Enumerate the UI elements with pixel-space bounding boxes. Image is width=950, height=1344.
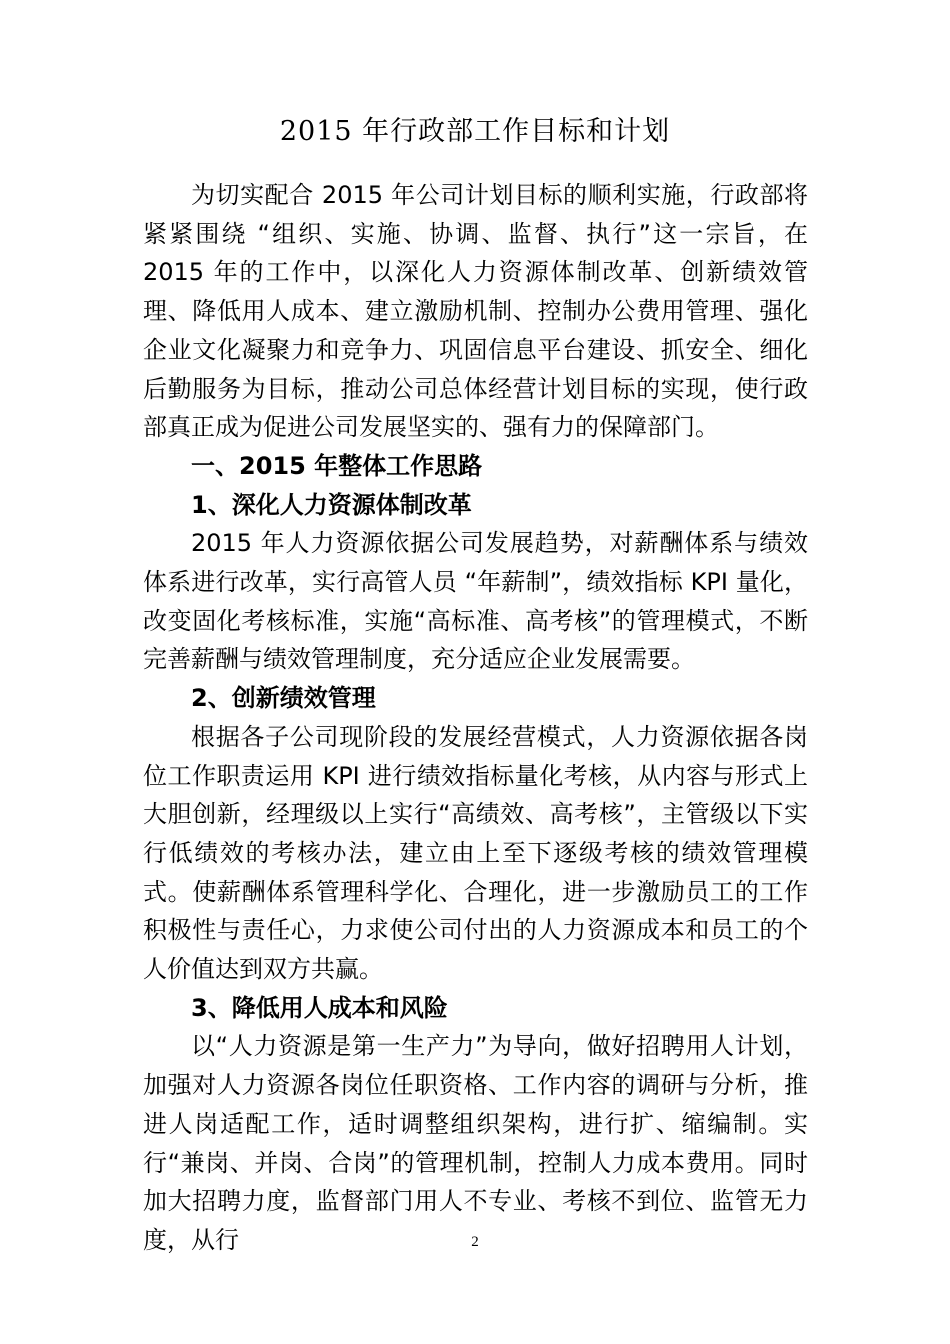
subsection-heading-2: 2、创新绩效管理 <box>191 684 376 713</box>
subsection-paragraph-2: 根据各子公司现阶段的发展经营模式，人力资源依据各岗位工作职责运用 KPI 进行绩效指标量化考核，从内容与形式上大胆创新，经理级以上实行“高绩效、高考核”，主管级以下实行低绩效的考核办法，建立由上至下逐级考核的绩效管理模式。使薪酬体系管理科学化、合理化，进一步激励员工的工作积极性与责任心，力求使公司付出的人力资源成本和员工的个人价值达到双方共赢。 <box>143 722 808 984</box>
section-heading: 一、2015 年整体工作思路 <box>191 451 483 480</box>
page-number: 2 <box>471 1234 479 1250</box>
subsection-paragraph-3: 以“人力资源是第一生产力”为导向，做好招聘用人计划，加强对人力资源各岗位任职资格、工作内容的调研与分析，推进人岗适配工作，适时调整组织架构，进行扩、缩编制。实行“兼岗、并岗、合岗”的管理机制，控制人力成本费用。同时加大招聘力度，监督部门用人不专业、考核不到位、监管无力度，从行 <box>143 1032 808 1254</box>
subsection-paragraph-1: 2015 年人力资源依据公司发展趋势，对薪酬体系与绩效体系进行改革，实行高管人员 “年薪制”，绩效指标 KPI 量化，改变固化考核标准，实施“高标准、高考核”的管理模式，不断完善薪酬与绩效管理制度，充分适应企业发展需要。 <box>143 529 808 674</box>
subsection-heading-1: 1、深化人力资源体制改革 <box>191 490 472 519</box>
document-body <box>143 176 808 1260</box>
subsection-heading-3: 3、降低用人成本和风险 <box>191 993 448 1022</box>
document-title: 2015 年行政部工作目标和计划 <box>279 116 671 147</box>
intro-paragraph: 为切实配合 2015 年公司计划目标的顺利实施，行政部将紧紧围绕 “组织、实施、协调、监督、执行”这一宗旨，在 2015 年的工作中，以深化人力资源体制改革、创新绩效管理、降低用人成本、建立激励机制、控制办公费用管理、强化企业文化凝聚力和竞争力、巩固信息平台建设、抓安全、细化后勤服务为目标，推动公司总体经营计划目标的实现，使行政部真正成为促进公司发展坚实的、强有力的保障部门。 <box>143 181 808 442</box>
